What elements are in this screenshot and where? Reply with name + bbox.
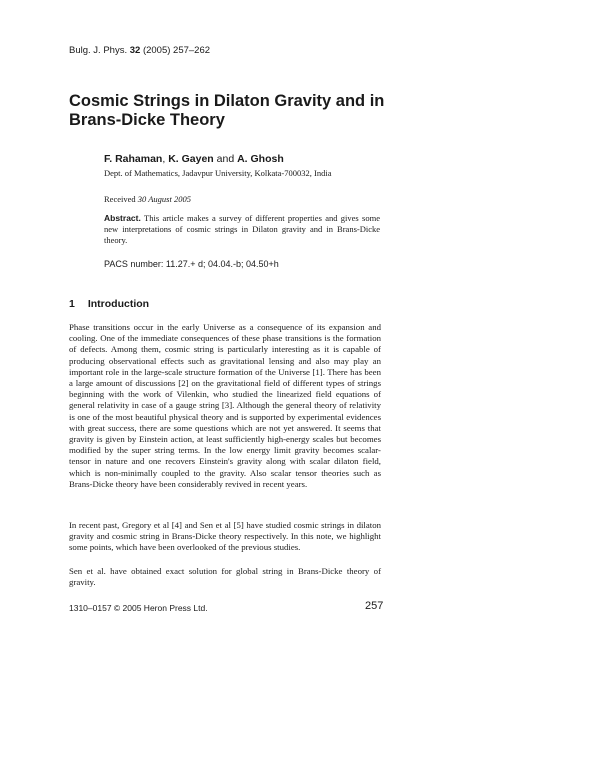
abstract-text: This article makes a survey of different properties and gives some new interpretations of cosmic strings in Dilaton gravity and in Brans-Dicke theory.	[104, 213, 380, 245]
section-number: 1	[69, 298, 75, 310]
body-paragraph: Sen et al. have obtained exact solution for global string in Brans-Dicke theory of gravity.	[69, 566, 381, 588]
abstract-label: Abstract.	[104, 213, 141, 223]
footer-copyright: 1310–0157 © 2005 Heron Press Ltd.	[69, 603, 208, 613]
author-list	[104, 153, 284, 165]
pacs-numbers: PACS number: 11.27.+ d; 04.04.-b; 04.50+h	[104, 259, 279, 269]
journal-volume: 32	[129, 45, 141, 56]
section-heading	[69, 298, 149, 310]
journal-citation	[69, 45, 210, 56]
paper-title: Cosmic Strings in Dilaton Gravity and in Brans-Dicke Theory	[69, 92, 385, 129]
author-name: K. Gayen	[168, 153, 214, 165]
body-paragraph: In recent past, Gregory et al [4] and Sen et al [5] have studied cosmic strings in dilaton gravity and cosmic string in Brans-Dicke theory respectively. In this note, we highlight some points, which have been overlooked of the previous studies.	[69, 520, 381, 553]
received-label: Received	[104, 194, 136, 204]
abstract-block	[104, 213, 380, 246]
author-name: F. Rahaman	[104, 153, 163, 165]
section-title: Introduction	[87, 298, 150, 310]
author-name: A. Ghosh	[237, 153, 284, 165]
author-separator: ,	[162, 153, 169, 165]
author-affiliation: Dept. of Mathematics, Jadavpur University, Kolkata-700032, India	[104, 168, 332, 178]
received-date	[104, 194, 191, 204]
received-date-value: 30 August 2005	[137, 194, 191, 204]
page-number: 257	[365, 600, 384, 612]
body-paragraph: Phase transitions occur in the early Universe as a consequence of its expansion and cooling. One of the immediate consequences of these phase transitions is the formation of defects. Among them, cosmic string is particularly interesting as it is capable of producing observational effects such as gravitational lensing and also may play an important role in the large-scale structure formation of the Universe [1]. There has been a large amount of discussions [2] on the gravitational field of different types of strings beginning with the work of Vilenkin, who studied the linearized field equations of general relativity in case of a gauge string [3]. Although the general theory of relativity is one of the most beautiful physical theory and is supported by experimental evidences with great success, there are some questions which are not yet answered. It seems that gravity is given by Einstein action, at least sufficiently high-energy scales but becomes modified by the super string terms. In the low energy limit gravity becomes scalar-tensor in nature and one recovers Einstein's gravity along with scalar dilaton field, which is non-minimally coupled to the gravity. Also scalar tensor theories such as Brans-Dicke theory have been considerably revived in recent years.	[69, 322, 381, 489]
journal-name: Bulg. J. Phys.	[69, 45, 128, 56]
author-separator: and	[213, 153, 238, 165]
journal-year-pages: (2005) 257–262	[142, 45, 211, 56]
